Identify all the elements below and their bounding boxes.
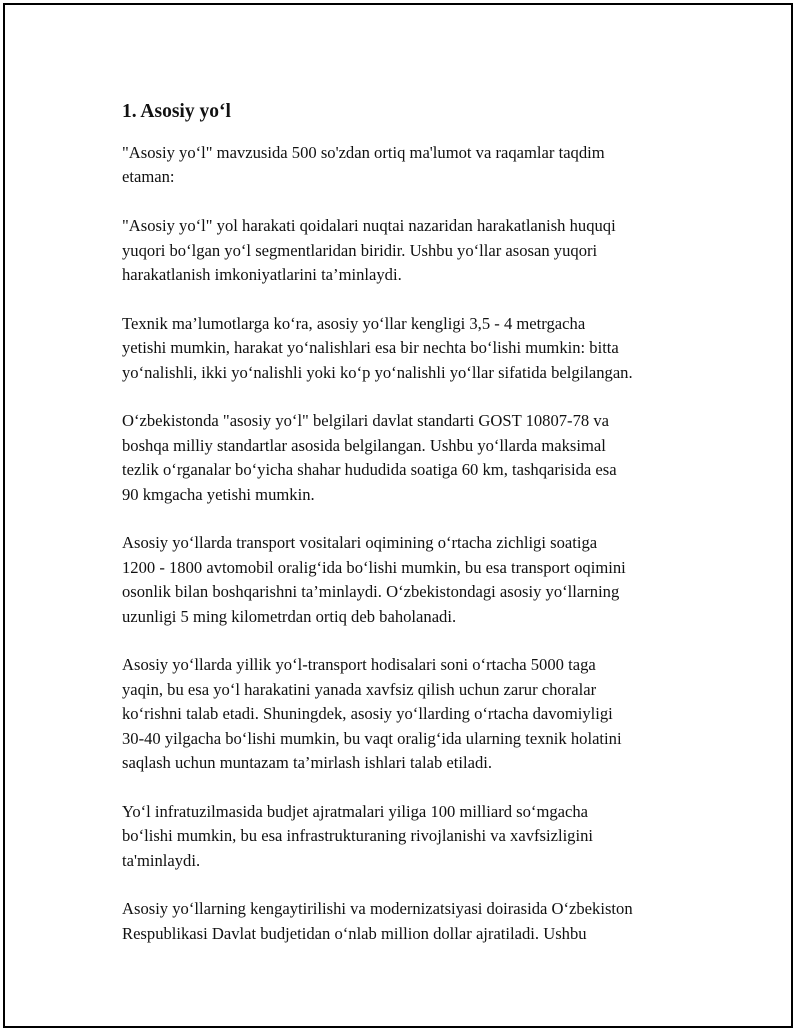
paragraph-line: O‘zbekistonda "asosiy yo‘l" belgilari davlat standarti GOST 10807-78 va [122,411,609,431]
section-heading: 1. Asosiy yo‘l [122,101,231,122]
paragraph-line: Texnik ma’lumotlarga ko‘ra, asosiy yo‘llar kengligi 3,5 - 4 metrgacha [122,313,586,333]
paragraph-line: 30-40 yilgacha bo‘lishi mumkin, bu vaqt oralig‘ida ularning texnik holatini [122,728,622,748]
paragraph-line: tezlik o‘rganalar bo‘yicha shahar hududida soatiga 60 km, tashqarisida esa [122,460,617,480]
paragraph-line: osonlik bilan boshqarishni ta’minlaydi. O‘zbekistondagi asosiy yo‘llarning [122,582,620,602]
paragraph [122,800,702,873]
paragraph-line: saqlash uchun muntazam ta’mirlash ishlari talab etiladi. [122,753,493,773]
paragraph-line: uzunligi 5 ming kilometrdan ortiq deb baholanadi. [122,606,457,626]
paragraph [122,141,702,190]
paragraph-line: Asosiy yo‘llarda transport vositalari oqimining o‘rtacha zichligi soatiga [122,533,598,553]
paragraphs-container [122,141,702,946]
paragraph-line: Asosiy yo‘llarning kengaytirilishi va modernizatsiyasi doirasida O‘zbekiston [122,899,633,919]
paragraph-line: yuqori bo‘lgan yo‘l segmentlaridan biridir. Ushbu yo‘llar asosan yuqori [122,240,598,260]
paragraph-line: ko‘rishni talab etadi. Shuningdek, asosiy yo‘llarding o‘rtacha davomiyligi [122,704,613,724]
paragraph-line: Asosiy yo‘llarda yillik yo‘l-transport hodisalari soni o‘rtacha 5000 taga [122,655,596,675]
paragraph-line: etaman: [122,167,175,187]
paragraph [122,531,702,629]
paragraph-line: Respublikasi Davlat budjetidan o‘nlab million dollar ajratiladi. Ushbu [122,923,587,943]
paragraph-line: Yo‘l infratuzilmasida budjet ajratmalari yiliga 100 milliard so‘mgacha [122,801,589,821]
paragraph-line: "Asosiy yo‘l" yol harakati qoidalari nuqtai nazaridan harakatlanish huquqi [122,216,616,236]
paragraph-line: yetishi mumkin, harakat yo‘nalishlari esa bir nechta bo‘lishi mumkin: bitta [122,338,619,358]
paragraph-line: ta'minlaydi. [122,850,201,870]
paragraph [122,897,702,946]
page-frame [3,3,793,1028]
paragraph [122,312,702,385]
paragraph [122,214,702,287]
paragraph [122,653,702,775]
paragraph-line: 1200 - 1800 avtomobil oralig‘ida bo‘lishi mumkin, bu esa transport oqimini [122,557,626,577]
paragraph-line: bo‘lishi mumkin, bu esa infrastrukturaning rivojlanishi va xavfsizligini [122,826,594,846]
document-body [122,97,702,971]
paragraph-line: "Asosiy yo‘l" mavzusida 500 so'zdan ortiq ma'lumot va raqamlar taqdim [122,143,605,162]
paragraph-line: harakatlanish imkoniyatlarini ta’minlaydi. [122,265,402,285]
paragraph-line: 90 kmgacha yetishi mumkin. [122,484,315,504]
paragraph-line: yo‘nalishli, ikki yo‘nalishli yoki ko‘p yo‘nalishli yo‘llar sifatida belgilangan. [122,362,633,382]
paragraph [122,409,702,507]
paragraph-line: yaqin, bu esa yo‘l harakatini yanada xavfsiz qilish uchun zarur choralar [122,679,597,699]
paragraph-line: boshqa milliy standartlar asosida belgilangan. Ushbu yo‘llarda maksimal [122,435,606,455]
